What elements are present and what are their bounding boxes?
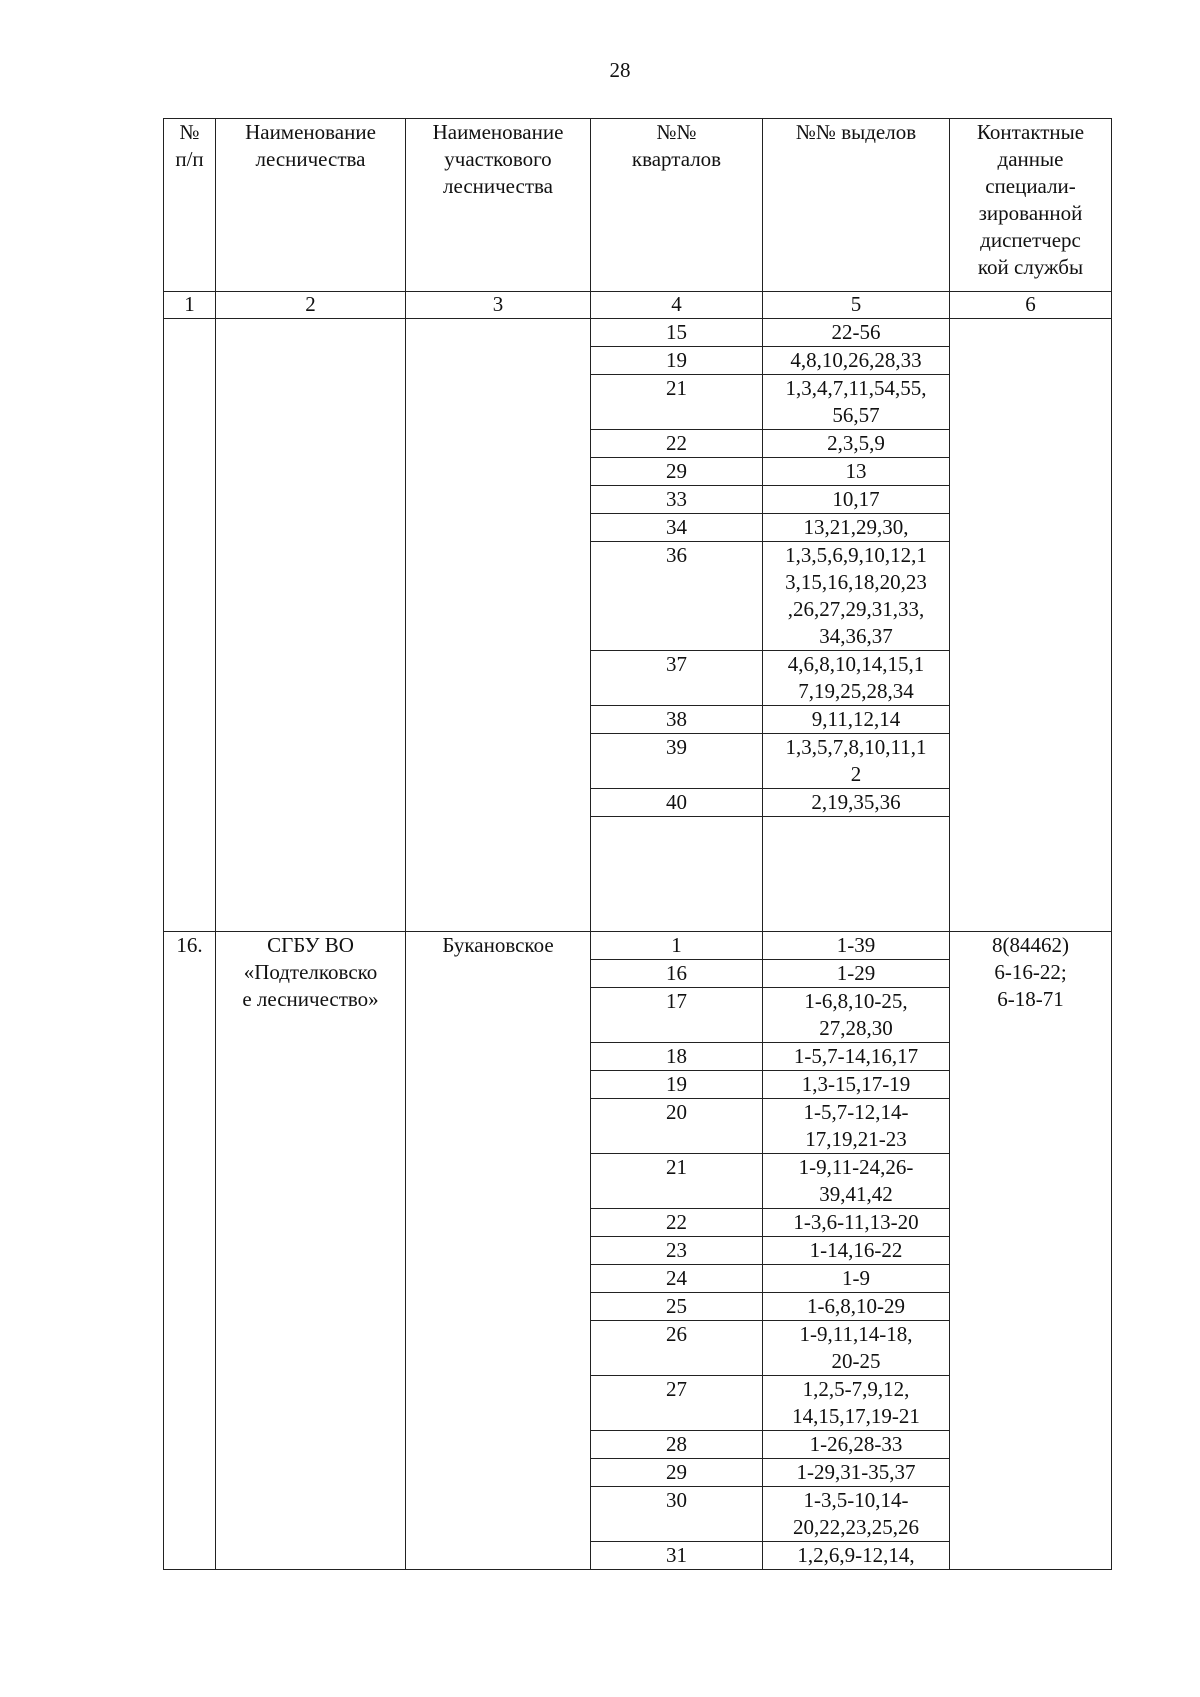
cell-kvartal: 21 [591, 1154, 763, 1209]
cell-kvartal: 33 [591, 486, 763, 514]
cell-vydel: 22-56 [763, 319, 950, 347]
cell-kvartal: 22 [591, 1209, 763, 1237]
cell-kvartal: 37 [591, 651, 763, 706]
cell-vydel: 1,3,5,7,8,10,11,1 2 [763, 734, 950, 789]
cell-vydel: 4,8,10,26,28,33 [763, 347, 950, 375]
cell-kvartal-empty [591, 817, 763, 932]
cell-kvartal: 23 [591, 1237, 763, 1265]
cell-vydel: 13 [763, 458, 950, 486]
cell-vydel: 2,3,5,9 [763, 430, 950, 458]
cell-vydel: 1-29,31-35,37 [763, 1459, 950, 1487]
cell-vydel: 1-9,11,14-18, 20-25 [763, 1321, 950, 1376]
header-num: № п/п [164, 119, 216, 292]
cell-vydel: 1-5,7-14,16,17 [763, 1043, 950, 1071]
cell-kvartal: 24 [591, 1265, 763, 1293]
cell-vydel: 1,3-15,17-19 [763, 1071, 950, 1099]
cell-kvartal: 40 [591, 789, 763, 817]
table-header-row [164, 119, 1112, 292]
cell-kvartal: 25 [591, 1293, 763, 1321]
cell-kvartal: 34 [591, 514, 763, 542]
cell-kvartal: 39 [591, 734, 763, 789]
cell-vydel: 1-14,16-22 [763, 1237, 950, 1265]
cell-vydel: 4,6,8,10,14,15,1 7,19,25,28,34 [763, 651, 950, 706]
cell-kvartal: 15 [591, 319, 763, 347]
header-forestry: Наименование лесничества [216, 119, 406, 292]
cell-kvartal: 27 [591, 1376, 763, 1431]
column-number: 5 [763, 292, 950, 319]
cell-vydel: 1,2,5-7,9,12, 14,15,17,19-21 [763, 1376, 950, 1431]
cell-vydel: 13,21,29,30, [763, 514, 950, 542]
cell-vydel: 1,3,5,6,9,10,12,1 3,15,16,18,20,23 ,26,27,29,31,33, 34,36,37 [763, 542, 950, 651]
cell-vydel-empty [763, 817, 950, 932]
cell-kvartal: 20 [591, 1099, 763, 1154]
cell-vydel: 1-3,6-11,13-20 [763, 1209, 950, 1237]
cell-vydel: 1-39 [763, 932, 950, 960]
cell-vydel: 9,11,12,14 [763, 706, 950, 734]
header-district: Наименование участкового лесничества [406, 119, 591, 292]
table-row [164, 319, 1112, 347]
cell-kvartal: 16 [591, 960, 763, 988]
cell-num: 16. [164, 932, 216, 1570]
cell-kvartal: 19 [591, 1071, 763, 1099]
column-number: 2 [216, 292, 406, 319]
cell-kvartal: 21 [591, 375, 763, 430]
cell-contact-empty [950, 319, 1112, 932]
cell-kvartal: 38 [591, 706, 763, 734]
cell-kvartal: 26 [591, 1321, 763, 1376]
column-number: 4 [591, 292, 763, 319]
cell-contact: 8(84462) 6-16-22; 6-18-71 [950, 932, 1112, 1570]
cell-kvartal: 30 [591, 1487, 763, 1542]
cell-district-empty [406, 319, 591, 932]
cell-kvartal: 36 [591, 542, 763, 651]
table-row [164, 932, 1112, 960]
cell-num-empty [164, 319, 216, 932]
cell-vydel: 2,19,35,36 [763, 789, 950, 817]
cell-vydel: 10,17 [763, 486, 950, 514]
cell-district: Букановское [406, 932, 591, 1570]
cell-vydel: 1-26,28-33 [763, 1431, 950, 1459]
cell-kvartal: 31 [591, 1542, 763, 1570]
cell-vydel: 1-6,8,10-25, 27,28,30 [763, 988, 950, 1043]
cell-vydel: 1-5,7-12,14- 17,19,21-23 [763, 1099, 950, 1154]
forestry-table [163, 118, 1112, 1570]
cell-kvartal: 18 [591, 1043, 763, 1071]
cell-forestry: СГБУ ВО «Подтелковско е лесничество» [216, 932, 406, 1570]
cell-vydel: 1-9,11-24,26- 39,41,42 [763, 1154, 950, 1209]
column-number: 6 [950, 292, 1112, 319]
cell-kvartal: 28 [591, 1431, 763, 1459]
header-vydel: №№ выделов [763, 119, 950, 292]
cell-forestry-empty [216, 319, 406, 932]
cell-kvartal: 29 [591, 1459, 763, 1487]
cell-vydel: 1-6,8,10-29 [763, 1293, 950, 1321]
cell-vydel: 1-29 [763, 960, 950, 988]
column-number: 3 [406, 292, 591, 319]
cell-vydel: 1-3,5-10,14- 20,22,23,25,26 [763, 1487, 950, 1542]
cell-vydel: 1,2,6,9-12,14, [763, 1542, 950, 1570]
cell-vydel: 1,3,4,7,11,54,55, 56,57 [763, 375, 950, 430]
cell-kvartal: 22 [591, 430, 763, 458]
cell-vydel: 1-9 [763, 1265, 950, 1293]
cell-kvartal: 29 [591, 458, 763, 486]
column-number-row [164, 292, 1112, 319]
cell-kvartal: 19 [591, 347, 763, 375]
column-number: 1 [164, 292, 216, 319]
page-number: 28 [609, 58, 631, 82]
cell-kvartal: 17 [591, 988, 763, 1043]
header-kvartal: №№ кварталов [591, 119, 763, 292]
cell-kvartal: 1 [591, 932, 763, 960]
header-contact: Контактные данные специали- зированной диспетчерс кой службы [950, 119, 1112, 292]
